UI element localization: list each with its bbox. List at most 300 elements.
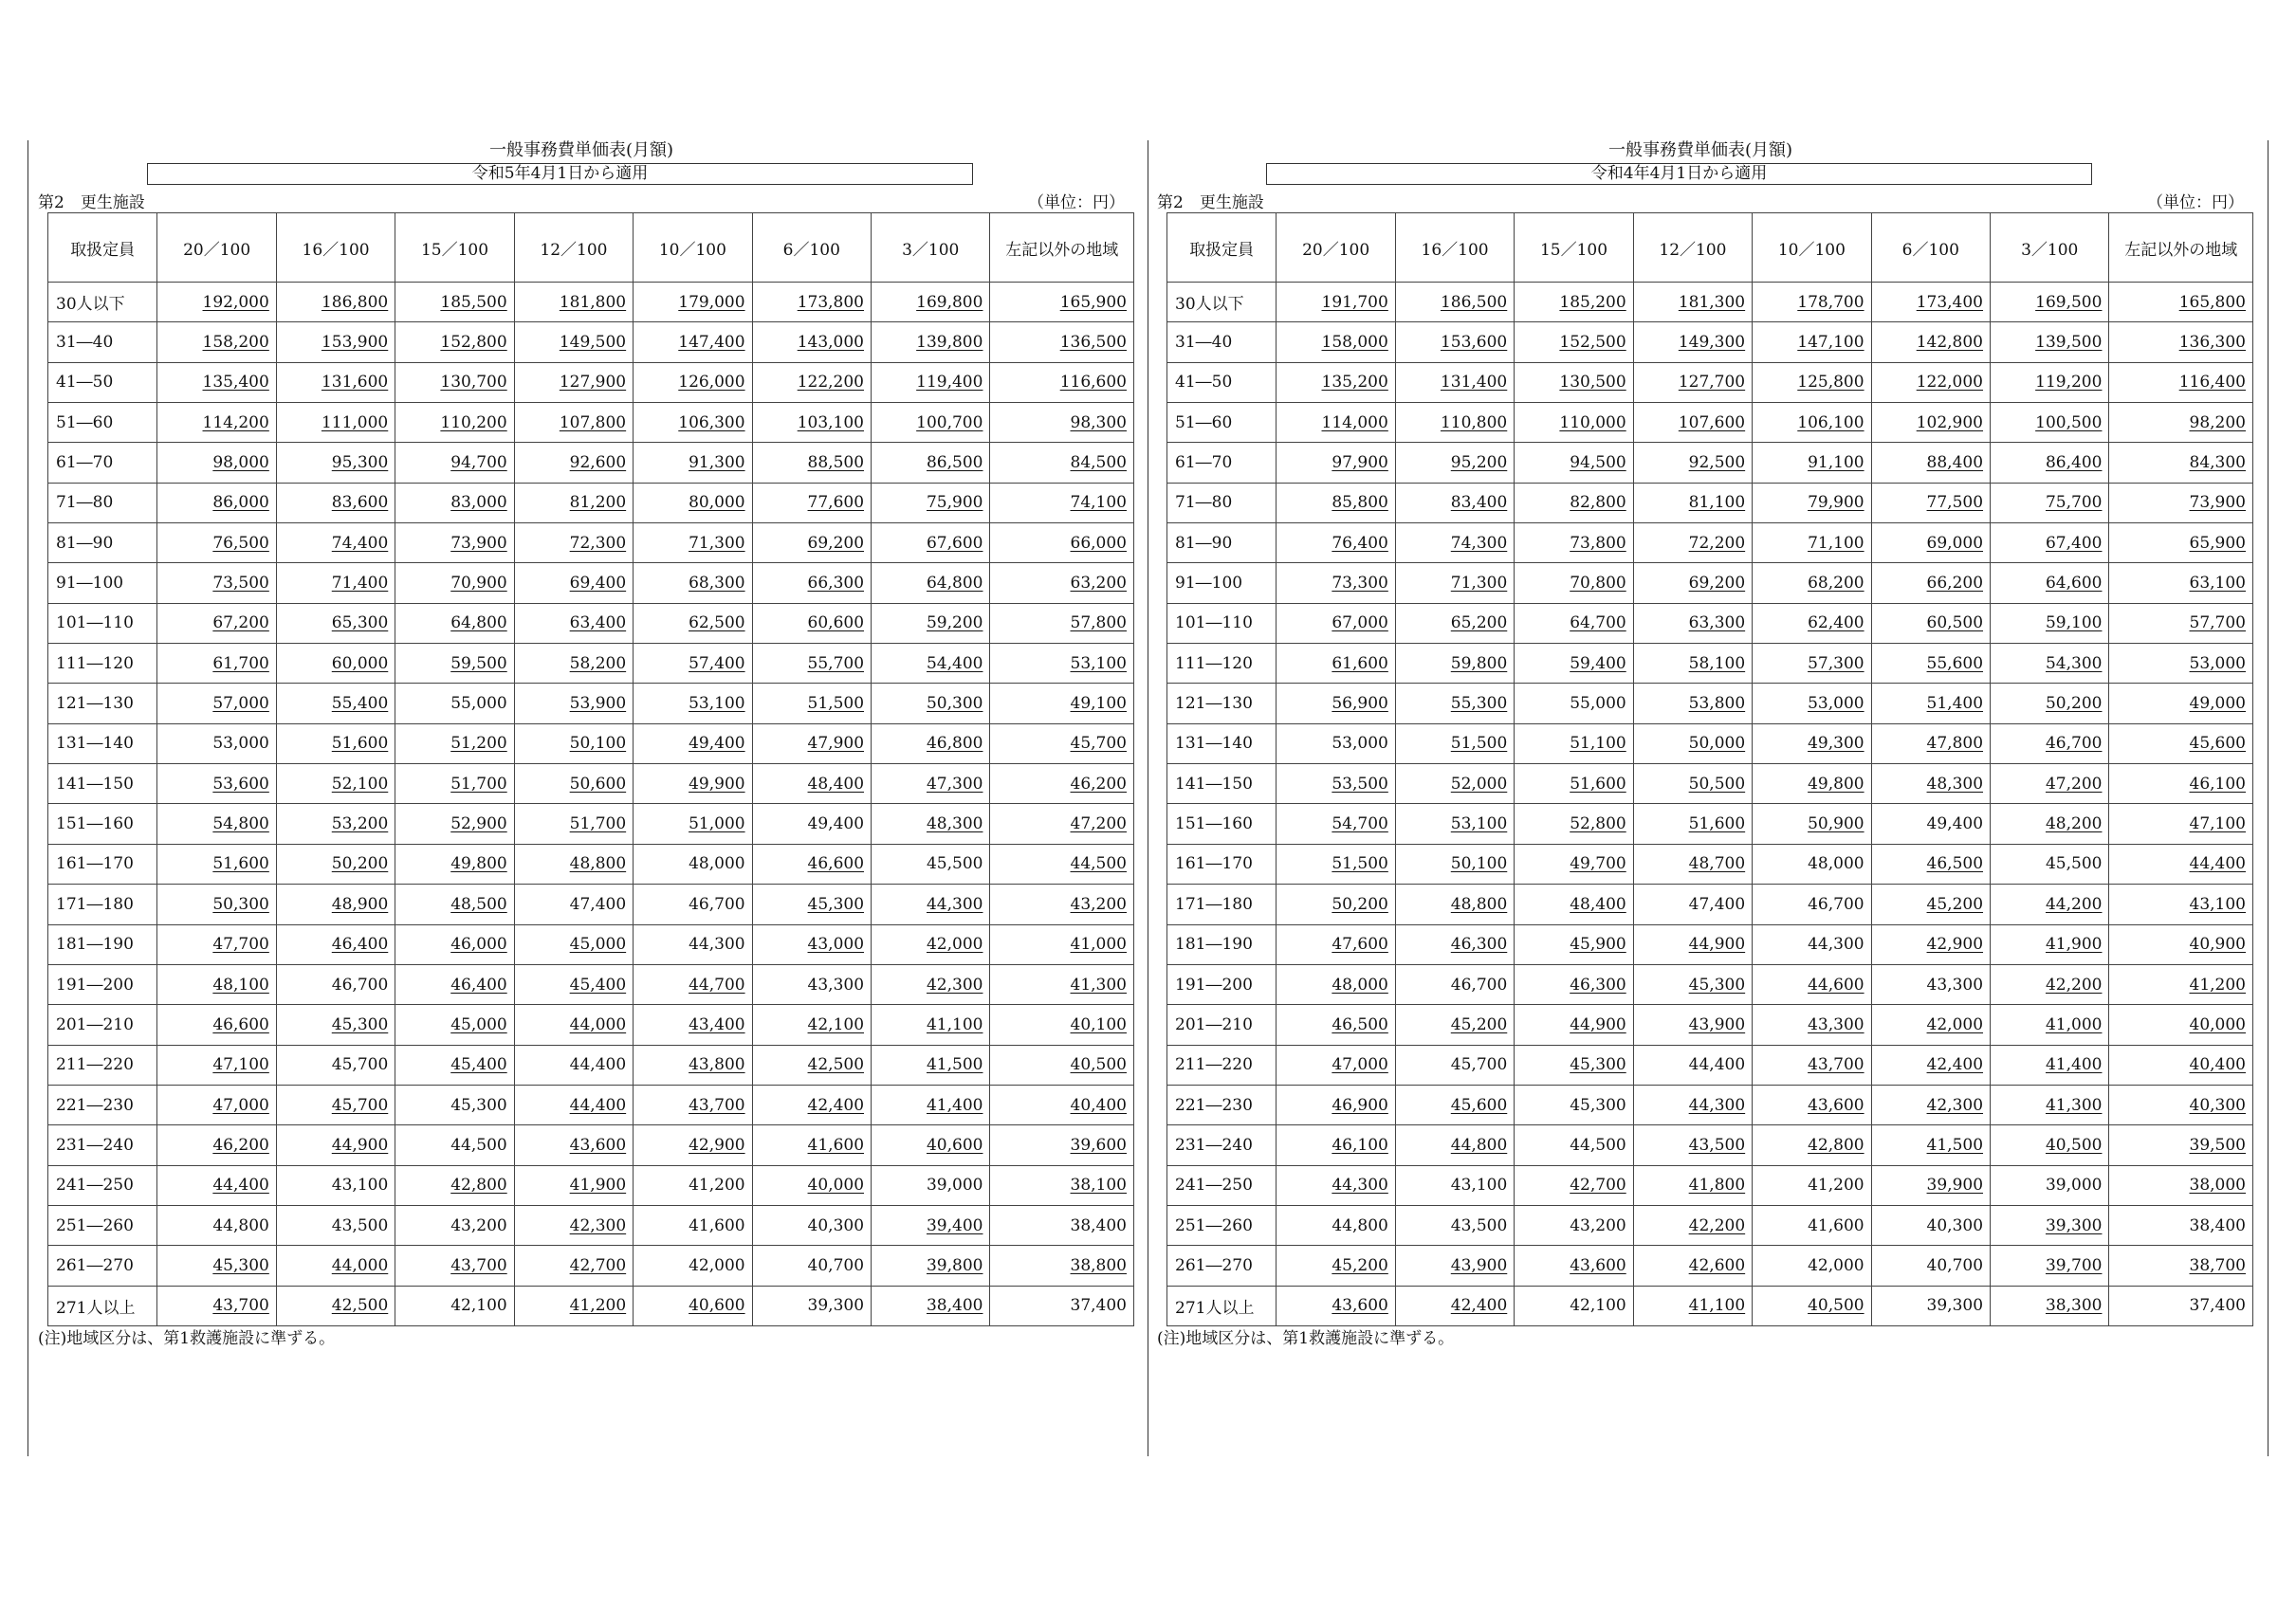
rate-cell — [752, 964, 871, 1004]
column-header-rate: 10／100 — [1753, 213, 1871, 283]
rate-value: 43,200 — [1070, 894, 1127, 914]
rate-value: 48,400 — [807, 774, 865, 794]
rate-cell — [1871, 563, 1990, 603]
rate-cell — [1515, 844, 1633, 884]
rate-cell — [1633, 764, 1752, 804]
rate-cell — [1633, 283, 1752, 322]
table-row — [1167, 603, 2253, 643]
rate-cell — [1395, 283, 1514, 322]
rate-value: 44,900 — [331, 1135, 389, 1155]
rate-value: 39,000 — [2045, 1176, 2103, 1196]
rate-cell — [1991, 322, 2109, 362]
rate-value: 38,800 — [1070, 1255, 1127, 1275]
rate-cell — [1871, 1165, 1990, 1205]
rate-cell — [634, 723, 752, 763]
rate-value: 44,900 — [1688, 935, 1746, 955]
table-row — [48, 322, 1134, 362]
table-row — [48, 723, 1134, 763]
rate-value: 49,300 — [1808, 734, 1864, 754]
rate-cell — [276, 603, 395, 643]
row-label: 191―200 — [48, 964, 157, 1004]
rate-cell — [1277, 283, 1395, 322]
rate-cell — [752, 523, 871, 563]
rate-value: 49,800 — [450, 854, 507, 874]
rate-cell — [1277, 362, 1395, 402]
rate-cell — [2109, 603, 2253, 643]
rate-cell — [276, 563, 395, 603]
rate-cell — [514, 322, 633, 362]
rate-cell — [1633, 1045, 1752, 1085]
rate-value: 42,100 — [450, 1296, 507, 1316]
rate-value: 91,300 — [689, 453, 745, 473]
rate-value: 53,500 — [1332, 774, 1388, 794]
rate-cell — [1753, 964, 1871, 1004]
rate-cell — [1395, 483, 1514, 522]
rate-value: 131,400 — [1440, 373, 1508, 393]
rate-cell — [634, 1085, 752, 1124]
row-label: 201―210 — [48, 1005, 157, 1045]
rate-cell — [634, 1205, 752, 1245]
rate-value: 41,400 — [2045, 1055, 2103, 1075]
rate-value: 44,800 — [1450, 1135, 1508, 1155]
table-row — [1167, 483, 2253, 522]
rate-value: 38,700 — [2189, 1255, 2246, 1275]
rate-cell — [157, 723, 276, 763]
column-header-rate: 左記以外の地域 — [2109, 213, 2253, 283]
rate-cell — [1277, 1205, 1395, 1245]
rate-value: 45,900 — [1570, 935, 1626, 955]
rate-cell — [1753, 1005, 1871, 1045]
rate-cell — [1991, 1005, 2109, 1045]
rate-cell — [634, 1005, 752, 1045]
rate-value: 44,400 — [212, 1176, 269, 1196]
rate-value: 46,700 — [1450, 975, 1508, 995]
rate-value: 40,400 — [2189, 1055, 2246, 1075]
table-row — [48, 403, 1134, 443]
rate-cell — [990, 885, 1134, 924]
rate-value: 181,300 — [1678, 292, 1746, 312]
rate-cell — [157, 1246, 276, 1286]
rate-cell — [1753, 844, 1871, 884]
rate-value: 42,700 — [569, 1255, 627, 1275]
rate-value: 83,000 — [450, 493, 507, 513]
rate-cell — [634, 764, 752, 804]
rate-value: 47,800 — [1926, 734, 1984, 754]
rate-cell — [990, 1125, 1134, 1165]
rate-value: 81,100 — [1688, 493, 1746, 513]
rate-cell — [1871, 1045, 1990, 1085]
rate-value: 94,700 — [450, 453, 507, 473]
rate-value: 40,000 — [807, 1176, 865, 1196]
rate-cell — [157, 603, 276, 643]
rate-cell — [276, 684, 395, 723]
rate-cell — [1633, 1205, 1752, 1245]
rate-cell — [1395, 644, 1514, 684]
rate-cell — [2109, 764, 2253, 804]
rate-cell — [1871, 844, 1990, 884]
rate-cell — [752, 1205, 871, 1245]
rate-value: 53,100 — [1070, 653, 1127, 673]
rate-value: 42,700 — [1570, 1176, 1626, 1196]
rate-cell — [990, 1045, 1134, 1085]
rate-value: 107,800 — [559, 412, 627, 432]
rate-value: 43,400 — [689, 1014, 745, 1034]
column-header-rate: 10／100 — [634, 213, 752, 283]
rate-cell — [1277, 1165, 1395, 1205]
column-header-rate: 15／100 — [395, 213, 514, 283]
rate-cell — [276, 403, 395, 443]
rate-value: 44,600 — [1808, 975, 1864, 995]
rate-value: 40,400 — [1070, 1095, 1127, 1115]
rate-value: 43,500 — [331, 1215, 389, 1235]
unit-label: （単位：円） — [1028, 193, 1125, 212]
rate-cell — [990, 403, 1134, 443]
rate-cell — [872, 1165, 990, 1205]
rate-value: 46,500 — [1332, 1014, 1388, 1034]
rate-cell — [1871, 764, 1990, 804]
rate-cell — [1871, 283, 1990, 322]
rate-value: 110,200 — [440, 412, 507, 432]
rate-cell — [752, 403, 871, 443]
rate-cell — [1753, 924, 1871, 964]
rate-cell — [1277, 684, 1395, 723]
rate-value: 44,400 — [569, 1095, 627, 1115]
rate-value: 48,000 — [1808, 854, 1864, 874]
row-label: 161―170 — [1167, 844, 1277, 884]
rate-cell — [872, 1045, 990, 1085]
rate-cell — [395, 844, 514, 884]
rate-value: 69,200 — [807, 533, 865, 553]
rate-value: 43,200 — [1570, 1215, 1626, 1235]
rate-value: 37,400 — [2189, 1296, 2246, 1316]
row-label: 151―160 — [1167, 804, 1277, 844]
rate-cell — [990, 844, 1134, 884]
column-header-rate: 16／100 — [276, 213, 395, 283]
rate-cell — [2109, 483, 2253, 522]
table-row — [48, 1005, 1134, 1045]
rate-cell — [2109, 1286, 2253, 1325]
rate-value: 43,100 — [1450, 1176, 1508, 1196]
rate-cell — [1515, 1286, 1633, 1325]
rate-cell — [395, 804, 514, 844]
rate-value: 158,000 — [1321, 333, 1388, 353]
rate-value: 86,000 — [212, 493, 269, 513]
rate-value: 46,600 — [807, 854, 865, 874]
rate-value: 42,400 — [807, 1095, 865, 1115]
table-row — [48, 924, 1134, 964]
rate-value: 92,500 — [1688, 453, 1746, 473]
rate-cell — [1633, 1085, 1752, 1124]
rate-cell — [1871, 1286, 1990, 1325]
rate-cell — [1753, 1045, 1871, 1085]
rate-cell — [990, 283, 1134, 322]
row-label: 91―100 — [48, 563, 157, 603]
rate-cell — [1515, 964, 1633, 1004]
rate-cell — [1277, 885, 1395, 924]
rate-value: 53,000 — [1332, 734, 1388, 754]
rate-cell — [395, 924, 514, 964]
rate-value: 110,800 — [1440, 412, 1508, 432]
row-label: 41―50 — [48, 362, 157, 402]
rate-value: 158,200 — [202, 333, 269, 353]
table-row — [48, 844, 1134, 884]
header-row — [48, 213, 1134, 283]
rate-cell — [395, 1286, 514, 1325]
rate-cell — [1871, 723, 1990, 763]
rate-cell — [1991, 523, 2109, 563]
rate-cell — [157, 403, 276, 443]
rate-cell — [1753, 523, 1871, 563]
rate-value: 57,000 — [212, 694, 269, 714]
row-label: 211―220 — [1167, 1045, 1277, 1085]
rate-value: 54,400 — [926, 653, 983, 673]
rate-value: 46,500 — [1926, 854, 1984, 874]
rate-value: 136,500 — [1059, 333, 1127, 353]
rate-cell — [990, 483, 1134, 522]
rate-value: 42,300 — [569, 1215, 627, 1235]
rate-value: 64,600 — [2045, 574, 2103, 593]
rate-value: 44,500 — [450, 1135, 507, 1155]
rate-cell — [514, 964, 633, 1004]
rate-cell — [1395, 844, 1514, 884]
rate-cell — [872, 362, 990, 402]
rate-value: 46,600 — [212, 1014, 269, 1034]
rate-value: 71,300 — [1450, 574, 1508, 593]
rate-cell — [990, 563, 1134, 603]
rate-cell — [752, 1085, 871, 1124]
rate-cell — [1633, 483, 1752, 522]
rate-cell — [1871, 684, 1990, 723]
table-row — [48, 644, 1134, 684]
rate-cell — [514, 1286, 633, 1325]
rate-cell — [1991, 1045, 2109, 1085]
rate-cell — [514, 563, 633, 603]
rate-value: 47,200 — [2045, 774, 2103, 794]
rate-value: 55,600 — [1926, 653, 1984, 673]
rate-cell — [1871, 322, 1990, 362]
rate-value: 46,900 — [1332, 1095, 1388, 1115]
rate-value: 43,900 — [1450, 1255, 1508, 1275]
rate-cell — [395, 403, 514, 443]
rate-value: 42,900 — [1926, 935, 1984, 955]
rate-value: 73,900 — [2189, 493, 2246, 513]
rate-value: 173,400 — [1916, 292, 1984, 312]
rate-value: 46,700 — [689, 894, 745, 914]
rate-value: 43,600 — [1570, 1255, 1626, 1275]
rate-cell — [634, 483, 752, 522]
rate-cell — [276, 443, 395, 483]
rate-cell — [1277, 403, 1395, 443]
rate-value: 49,000 — [2189, 694, 2246, 714]
table-row — [48, 1246, 1134, 1286]
rate-value: 42,500 — [331, 1296, 389, 1316]
rate-value: 62,500 — [689, 613, 745, 633]
rate-value: 147,400 — [678, 333, 745, 353]
rate-value: 47,200 — [1070, 814, 1127, 834]
rate-cell — [395, 723, 514, 763]
rate-value: 83,400 — [1450, 493, 1508, 513]
row-label: 271人以上 — [48, 1286, 157, 1325]
rate-cell — [1871, 1125, 1990, 1165]
rate-cell — [1515, 804, 1633, 844]
rate-cell — [1633, 1286, 1752, 1325]
rate-cell — [157, 804, 276, 844]
rate-cell — [634, 443, 752, 483]
rate-value: 72,300 — [569, 533, 627, 553]
rate-value: 53,100 — [689, 694, 745, 714]
row-label: 111―120 — [1167, 644, 1277, 684]
rate-value: 38,400 — [926, 1296, 983, 1316]
column-header-rate: 6／100 — [1871, 213, 1990, 283]
rate-cell — [157, 885, 276, 924]
rate-value: 43,600 — [1808, 1095, 1864, 1115]
rate-value: 86,500 — [926, 453, 983, 473]
table-row — [1167, 764, 2253, 804]
row-label: 271人以上 — [1167, 1286, 1277, 1325]
table-row — [1167, 443, 2253, 483]
rate-table — [47, 212, 1134, 1326]
rate-value: 46,400 — [450, 975, 507, 995]
row-label: 121―130 — [48, 684, 157, 723]
rate-cell — [157, 924, 276, 964]
rate-value: 41,300 — [1070, 975, 1127, 995]
rate-value: 51,000 — [689, 814, 745, 834]
rate-value: 44,800 — [1332, 1215, 1388, 1235]
rate-value: 81,200 — [569, 493, 627, 513]
rate-cell — [1277, 764, 1395, 804]
rate-value: 41,100 — [1688, 1296, 1746, 1316]
rate-value: 43,600 — [569, 1135, 627, 1155]
rate-cell — [1753, 885, 1871, 924]
table-row — [1167, 322, 2253, 362]
rate-cell — [514, 362, 633, 402]
rate-value: 38,100 — [1070, 1176, 1127, 1196]
row-label: 181―190 — [1167, 924, 1277, 964]
rate-cell — [872, 1246, 990, 1286]
rate-cell — [395, 322, 514, 362]
rate-value: 153,900 — [321, 333, 389, 353]
rate-value: 43,700 — [1808, 1055, 1864, 1075]
column-header-rate: 20／100 — [1277, 213, 1395, 283]
rate-cell — [1395, 603, 1514, 643]
rate-cell — [1991, 764, 2109, 804]
rate-cell — [872, 924, 990, 964]
table-row — [48, 362, 1134, 402]
table-row — [1167, 844, 2253, 884]
rate-value: 42,900 — [689, 1135, 745, 1155]
rate-cell — [1753, 283, 1871, 322]
rate-cell — [1991, 1085, 2109, 1124]
rate-value: 50,100 — [1450, 854, 1508, 874]
rate-value: 48,300 — [926, 814, 983, 834]
rate-cell — [276, 885, 395, 924]
rate-cell — [2109, 1085, 2253, 1124]
rate-value: 48,200 — [2045, 814, 2103, 834]
row-label: 161―170 — [48, 844, 157, 884]
rate-value: 42,000 — [926, 935, 983, 955]
rate-cell — [395, 283, 514, 322]
rate-cell — [2109, 362, 2253, 402]
rate-cell — [1753, 1085, 1871, 1124]
rate-cell — [1277, 1085, 1395, 1124]
rate-value: 39,300 — [807, 1296, 865, 1316]
rate-value: 169,500 — [2035, 292, 2103, 312]
table-row — [1167, 403, 2253, 443]
rate-cell — [2109, 1246, 2253, 1286]
rate-cell — [1753, 322, 1871, 362]
rate-value: 51,700 — [450, 774, 507, 794]
table-row — [48, 443, 1134, 483]
rate-cell — [514, 764, 633, 804]
rate-value: 48,800 — [1450, 894, 1508, 914]
rate-value: 51,600 — [331, 734, 389, 754]
rate-cell — [2109, 1205, 2253, 1245]
rate-value: 44,500 — [1570, 1135, 1626, 1155]
rate-cell — [1515, 563, 1633, 603]
row-label: 211―220 — [48, 1045, 157, 1085]
rate-value: 110,000 — [1559, 412, 1626, 432]
rate-cell — [395, 964, 514, 1004]
rate-cell — [634, 523, 752, 563]
rate-value: 139,800 — [916, 333, 983, 353]
rate-value: 43,500 — [1450, 1215, 1508, 1235]
rate-value: 136,300 — [2178, 333, 2246, 353]
rate-value: 59,400 — [1570, 653, 1626, 673]
rate-cell — [157, 684, 276, 723]
rate-cell — [1277, 443, 1395, 483]
rate-cell — [1871, 804, 1990, 844]
rate-value: 67,200 — [212, 613, 269, 633]
rate-cell — [1515, 723, 1633, 763]
rate-cell — [1515, 1085, 1633, 1124]
rate-value: 74,300 — [1450, 533, 1508, 553]
row-label: 31―40 — [1167, 322, 1277, 362]
rate-value: 69,000 — [1926, 533, 1984, 553]
rate-cell — [514, 1005, 633, 1045]
rate-cell — [276, 523, 395, 563]
row-label: 31―40 — [48, 322, 157, 362]
table-row — [1167, 523, 2253, 563]
rate-cell — [634, 322, 752, 362]
rate-value: 116,400 — [2178, 373, 2246, 393]
row-label: 141―150 — [48, 764, 157, 804]
rate-value: 56,900 — [1332, 694, 1388, 714]
rate-cell — [514, 723, 633, 763]
rate-value: 40,500 — [1070, 1055, 1127, 1075]
rate-cell — [1277, 523, 1395, 563]
rate-cell — [157, 1286, 276, 1325]
rate-cell — [752, 1246, 871, 1286]
rate-value: 40,300 — [2189, 1095, 2246, 1115]
rate-value: 106,100 — [1797, 412, 1864, 432]
rate-value: 116,600 — [1059, 373, 1127, 393]
rate-value: 73,800 — [1570, 533, 1626, 553]
rate-value: 83,600 — [331, 493, 389, 513]
rate-value: 50,500 — [1688, 774, 1746, 794]
rate-cell — [1991, 362, 2109, 402]
row-label: 51―60 — [48, 403, 157, 443]
rate-cell — [1633, 684, 1752, 723]
rate-value: 51,200 — [450, 734, 507, 754]
applicable-date-box: 令和5年4月1日から適用 — [147, 163, 973, 185]
table-row — [48, 1205, 1134, 1245]
rate-value: 43,700 — [212, 1296, 269, 1316]
rate-value: 48,000 — [689, 854, 745, 874]
rate-value: 43,800 — [689, 1055, 745, 1075]
rate-cell — [514, 844, 633, 884]
table-row — [1167, 964, 2253, 1004]
row-label: 261―270 — [48, 1246, 157, 1286]
